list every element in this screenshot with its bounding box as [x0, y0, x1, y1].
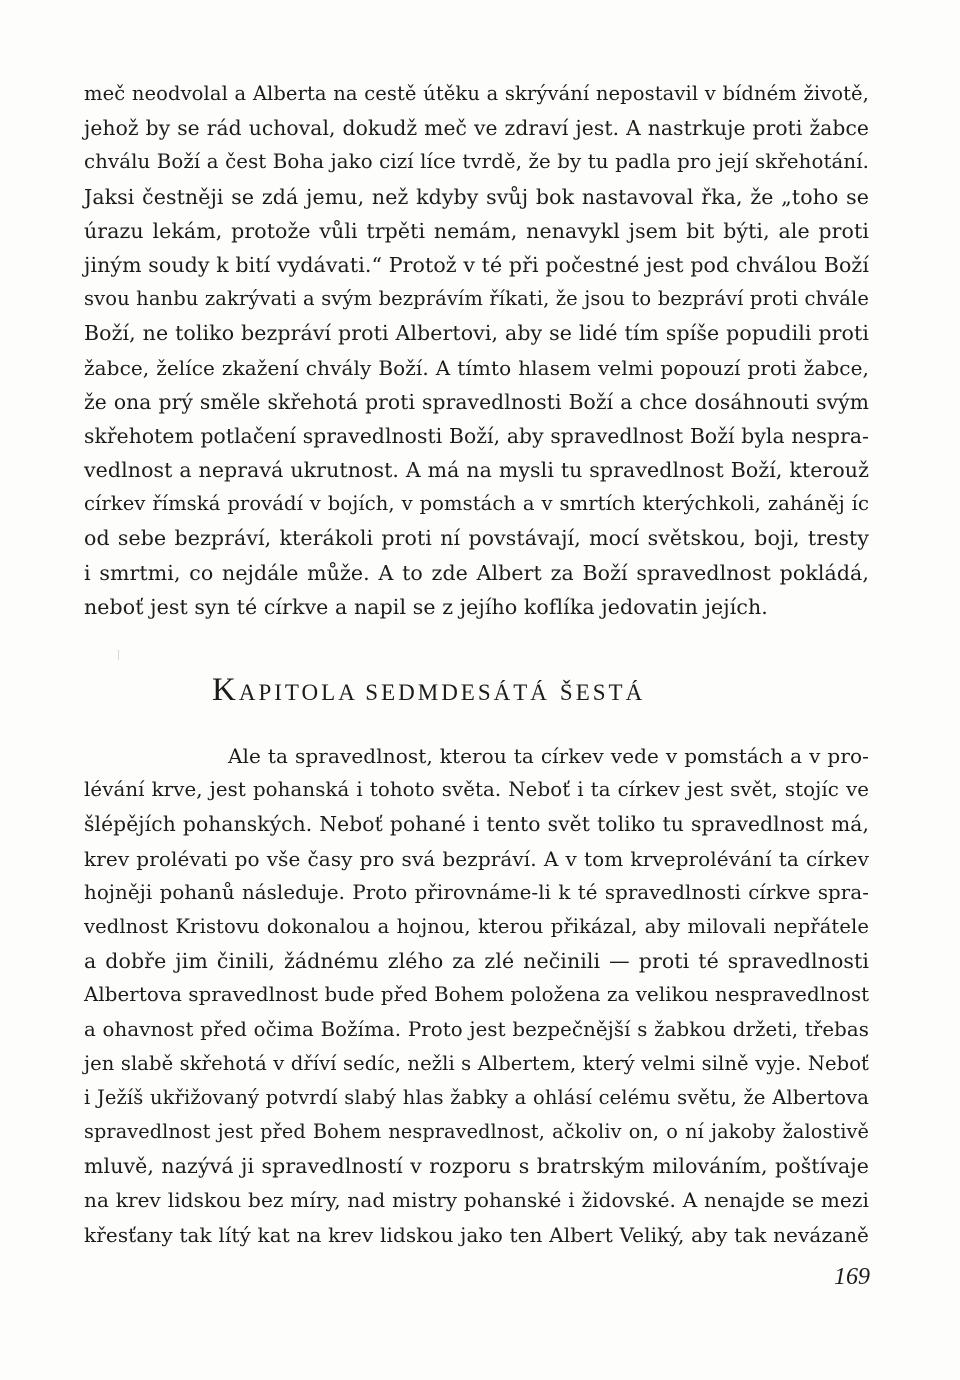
text-line: církev římská provádí v bojích, v pomstách a v smrtích kterýchkoli, zaháněj íc [84, 492, 869, 516]
text-line: meč neodvolal a Alberta na cestě útěku a skrývání nepostavil v bídném životě, [84, 82, 869, 105]
text-line: jiným soudy k bití vydávati.“ Protož v té při počestné jest pod chválou Boží [84, 252, 869, 277]
text-line: Ale ta spravedlnost, kterou ta církev vede v pomstách a v pro- [228, 744, 869, 768]
text-line: jehož by se rád uchoval, dokudž meč ve zdraví jest. A nastrkuje proti žabce [84, 116, 869, 141]
chapter-title [212, 672, 645, 709]
text-line: křesťany tak lítý kat na krev lidskou jako ten Albert Veliký, aby tak nevázaně [84, 1222, 869, 1247]
text-line: na krev lidskou bez míry, nad mistry pohanské i židovské. A nenajde se mezi [84, 1188, 869, 1213]
chapter-title-initial: K [212, 672, 239, 708]
text-line: že ona prý směle skřehotá proti spravedlnosti Boží a chce dosáhnouti svým [84, 389, 869, 414]
chapter-title-word-1: APITOLA SEDMDESÁTÁ [238, 680, 550, 705]
text-line: vedlnost a nepravá ukrutnost. A má na mysli tu spravedlnost Boží, kterouž [84, 458, 869, 483]
text-line: a ohavnost před očima Božíma. Proto jest bezpečnější s žabkou držeti, třebas [84, 1017, 869, 1041]
text-line: svou hanbu zakrývati a svým bezprávím říkati, že jsou to bezpráví proti chvále [84, 287, 869, 311]
text-line: jen slabě skřehotá v dříví sedíc, nežli s Albertem, který velmi silně vyje. Neboť [84, 1051, 869, 1075]
text-line: i smrtmi, co nejdále může. A to zde Albert za Boží spravedlnost pokládá, [84, 560, 869, 585]
text-line: mluvě, nazývá ji spravedlností v rozporu s bratrským milováním, poštívaje [84, 1154, 869, 1179]
text-line: od sebe bezpráví, kterákoli proti ní povstávají, mocí světskou, boji, tresty [84, 526, 869, 551]
text-line: žabce, želíce zkažení chvály Boží. A tímto hlasem velmi popouzí proti žabce, [84, 355, 869, 380]
chapter-title-word-2: ŠESTÁ [559, 680, 646, 705]
text-line: skřehotem potlačení spravedlnosti Boží, aby spravedlnost Boží byla nespra- [84, 423, 869, 448]
text-line: i Ježíš ukřižovaný potvrdí slabý hlas žabky a ohlásí celému světu, že Albertova [84, 1085, 869, 1109]
text-line: Albertova spravedlnost bude před Bohem položena za velikou nespravedlnost [84, 983, 870, 1007]
text-line: úrazu lekám, protože vůli trpěti nemám, nenavykl jsem bit býti, ale proti [84, 218, 869, 243]
text-line: vedlnost Kristovu dokonalou a hojnou, kterou přikázal, aby milovali nepřátele [84, 914, 869, 938]
text-line: lévání krve, jest pohanská i tohoto světa. Neboť i ta církev jest svět, stojíc ve [84, 778, 869, 802]
text-line: a dobře jim činili, žádnému zlého za zlé nečinili — proti té spravedlnosti [84, 949, 869, 974]
text-line: šlépějích pohanských. Neboť pohané i tento svět toliko tu spravedlnost má, [84, 812, 869, 837]
text-line: chválu Boží a čest Boha jako cizí líce tvrdě, že by tu padla pro její skřehotání. [84, 150, 869, 174]
print-mark [118, 650, 119, 660]
text-line: krev prolévati po vše časy pro svá bezpráví. A v tom krveprolévání ta církev [84, 846, 869, 871]
text-line: spravedlnost jest před Bohem nespravedlnost, ačkoliv on, o ní jakoby žalostivě [84, 1120, 869, 1144]
text-line: hojněji pohanů následuje. Proto přirovnáme-li k té spravedlnosti církve spra- [84, 880, 869, 904]
page-number: 169 [834, 1264, 870, 1290]
chapter-paragraph [84, 739, 869, 1252]
text-line: Jaksi čestněji se zdá jemu, než kdyby svůj bok nastavoval řka, že „toho se [84, 184, 869, 209]
continued-paragraph [84, 77, 869, 624]
text-line: neboť jest syn té církve a napil se z jejího koflíka jedovatin jejích. [84, 594, 768, 619]
text-line: Boží, ne toliko bezpráví proti Albertovi, aby se lidé tím spíše popudili proti [84, 321, 869, 346]
